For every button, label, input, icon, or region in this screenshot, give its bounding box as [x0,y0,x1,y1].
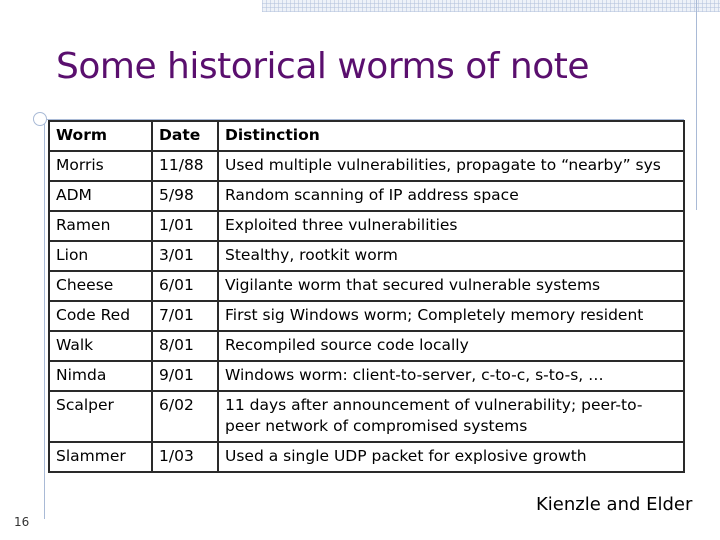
table-row [49,442,684,472]
cell-date: 9/01 [152,361,218,391]
worms-table [48,120,685,473]
author-credit: Kienzle and Elder [536,494,693,515]
cell-date: 7/01 [152,301,218,331]
table-row [49,331,684,361]
cell-distinction: 11 days after announcement of vulnerability; peer-to-peer network of compromised systems [218,391,684,442]
cell-worm: Lion [49,241,152,271]
header-distinction: Distinction [218,121,684,151]
cell-worm: ADM [49,181,152,211]
header-worm: Worm [49,121,152,151]
cell-distinction: Vigilante worm that secured vulnerable systems [218,271,684,301]
cell-distinction: Used multiple vulnerabilities, propagate to “nearby” sys [218,151,684,181]
table-row [49,301,684,331]
table-row [49,151,684,181]
cell-distinction: Windows worm: client-to-server, c-to-c, s-to-s, … [218,361,684,391]
cell-date: 3/01 [152,241,218,271]
table-row [49,271,684,301]
table-row [49,181,684,211]
table-header-row [49,121,684,151]
cell-date: 8/01 [152,331,218,361]
header-date: Date [152,121,218,151]
cell-distinction: Random scanning of IP address space [218,181,684,211]
cell-date: 11/88 [152,151,218,181]
cell-worm: Scalper [49,391,152,442]
slide-title: Some historical worms of note [56,46,590,87]
decorative-corner-circle [33,112,47,126]
cell-date: 1/01 [152,211,218,241]
decorative-grid [262,0,720,12]
cell-worm: Ramen [49,211,152,241]
cell-worm: Slammer [49,442,152,472]
cell-worm: Nimda [49,361,152,391]
page-number: 16 [14,515,30,529]
cell-worm: Walk [49,331,152,361]
table-row [49,211,684,241]
cell-worm: Morris [49,151,152,181]
cell-date: 5/98 [152,181,218,211]
cell-date: 6/02 [152,391,218,442]
cell-distinction: Used a single UDP packet for explosive growth [218,442,684,472]
cell-worm: Cheese [49,271,152,301]
cell-distinction: Stealthy, rootkit worm [218,241,684,271]
table-row [49,241,684,271]
table-row [49,391,684,442]
cell-date: 1/03 [152,442,218,472]
cell-distinction: First sig Windows worm; Completely memory resident [218,301,684,331]
decorative-vertical-rule [696,0,697,210]
cell-distinction: Exploited three vulnerabilities [218,211,684,241]
cell-worm: Code Red [49,301,152,331]
cell-distinction: Recompiled source code locally [218,331,684,361]
cell-date: 6/01 [152,271,218,301]
decorative-left-rule [44,119,45,519]
table-row [49,361,684,391]
